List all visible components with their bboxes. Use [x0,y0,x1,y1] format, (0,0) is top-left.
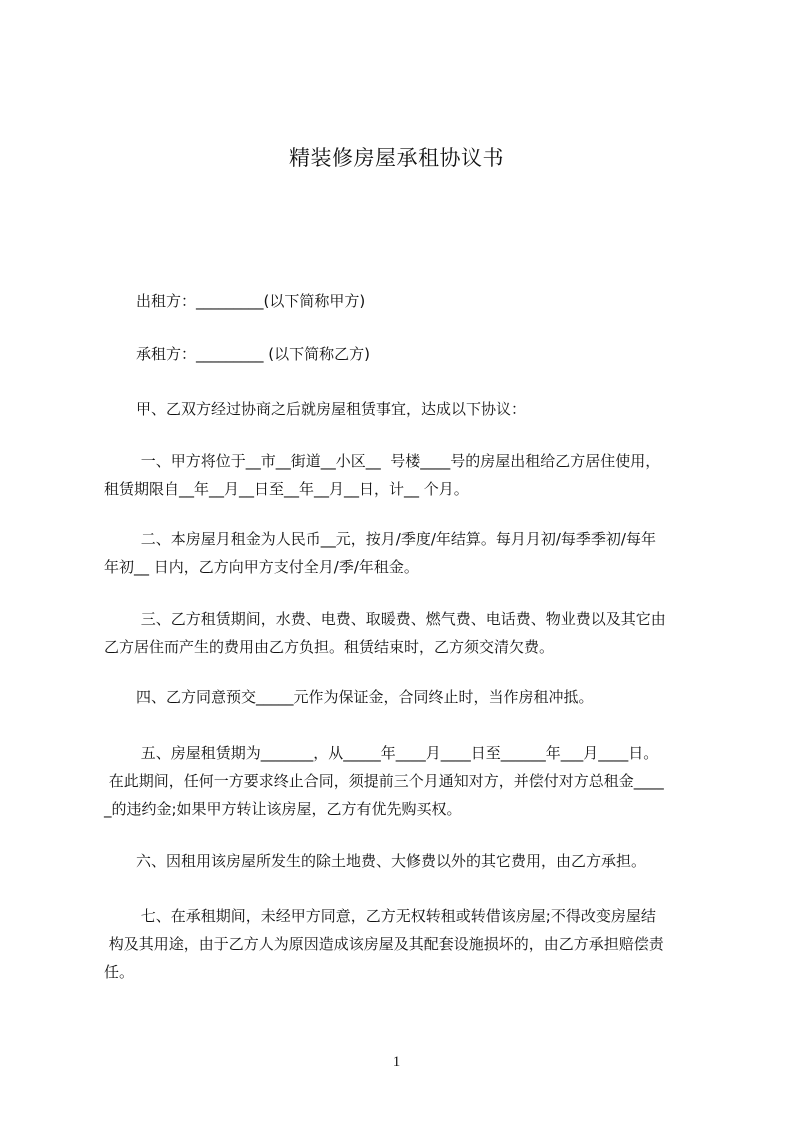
clause-7-line-2: 构及其用途，由于乙方人为原因造成该房屋及其配套设施损坏的，由乙方承担赔偿责 [104,935,664,953]
clause-6 [104,847,704,875]
lessee-line: 承租方：_________ (以下简称乙方) [136,345,370,363]
document-title: 精装修房屋承租协议书 [289,146,504,170]
clause-4 [104,683,704,711]
clause-1-line-2: 租赁期限自__年__月__日至__年__月__日，计__ 个月。 [104,480,469,498]
clause-4-line-1: 四、乙方同意预交_____元作为保证金，合同终止时，当作房租冲抵。 [136,688,594,706]
clause-2-line-1: 二、本房屋月租金为人民币__元，按月/季度/年结算。每月月初/每季季初/每年 [136,530,656,548]
clause-1 [104,447,704,503]
clause-2-line-2: 年初__ 日内，乙方向甲方支付全月/季/年租金。 [104,558,419,576]
intro-line: 甲、乙双方经过协商之后就房屋租赁事宜，达成以下协议： [136,400,527,418]
clause-5-line-2: 在此期间，任何一方要求终止合同，须提前三个月通知对方，并偿付对方总租金____ [104,772,664,790]
clause-5 [104,739,704,823]
lessor-line: 出租方：_________(以下简称甲方) [136,292,366,310]
clause-6-line-1: 六、因租用该房屋所发生的除土地费、大修费以外的其它费用，由乙方承担。 [136,852,647,870]
clause-7-line-3: 任。 [104,963,135,981]
clause-5-line-3: _的违约金;如果甲方转让该房屋，乙方有优先购买权。 [104,800,462,818]
clause-3-line-2: 乙方居住而产生的费用由乙方负担。租赁结束时，乙方须交清欠费。 [104,638,555,656]
clause-3-line-1: 三、乙方租赁期间，水费、电费、取暖费、燃气费、电话费、物业费以及其它由 [136,610,666,628]
clause-7-line-1: 七、在承租期间，未经甲方同意，乙方无权转租或转借该房屋;不得改变房屋结 [136,907,656,925]
clause-3 [104,605,704,661]
clause-1-line-1: 一、甲方将位于__市__街道__小区__ 号楼____号的房屋出租给乙方居住使用， [136,452,661,470]
page-number: 1 [392,1054,401,1070]
clause-2 [104,525,704,581]
clause-7 [104,902,704,986]
clause-5-line-1: 五、房屋租赁期为_______，从_____年____月____日至______年___月____日。 [136,744,659,762]
